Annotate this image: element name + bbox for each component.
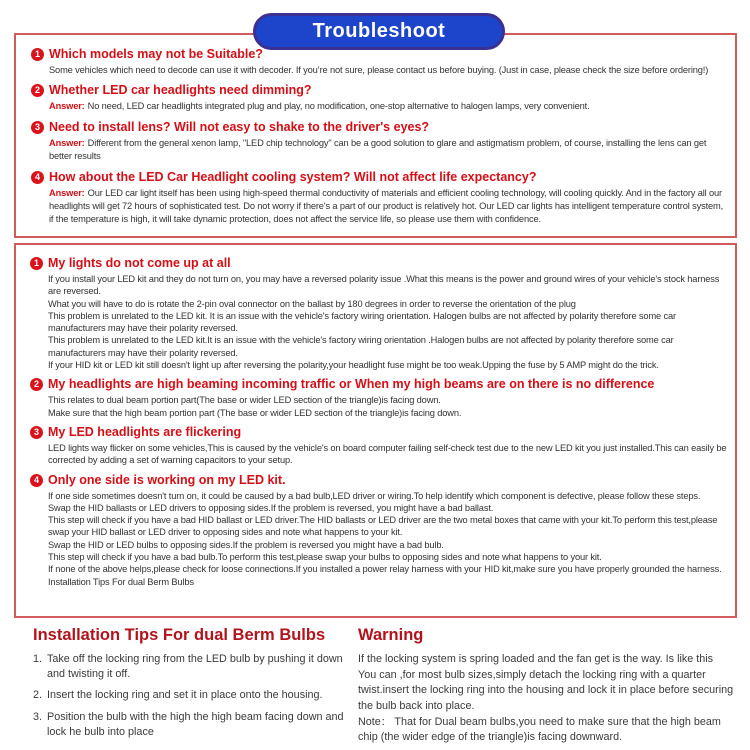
step-text: Insert the locking ring and set it in place onto the housing. bbox=[47, 689, 323, 702]
step-text: Take off the locking ring from the LED bulb by pushing it down and twisting it off. bbox=[47, 653, 343, 680]
faq-item bbox=[31, 47, 727, 77]
install-step bbox=[33, 652, 355, 681]
issue-item bbox=[30, 425, 727, 467]
answer-body: Our LED car light itself has been using high-speed thermal conductivity of materials and efficient cooling technology, will cooling quickly. And in the factory all our headlights will get 72 hours of sophisticated test. Do not worry if there's a part of our product is relatively hot. Our LED car lights has intelligent temperature control system, if the temperature is high, it will take dynamic protection, does not affect the service life, so please use them with confidence. bbox=[49, 187, 724, 225]
issue-line: Swap the HID ballasts or LED drivers to opposing sides.If the problem is reversed, you might have a bad ballast. bbox=[48, 502, 494, 513]
item-number-badge: 4 bbox=[31, 171, 44, 184]
item-number-badge: 1 bbox=[30, 257, 43, 270]
warning-paragraph: Note： That for Dual beam bulbs,you need to make sure that the high beam chip (the wider edge of the triangle)is facing downward. bbox=[358, 715, 721, 744]
issues-box bbox=[14, 243, 737, 618]
issue-line: If your HID kit or LED kit still doesn't light up after reversing the polarity,your headlight fuse might be too weak.Upping the fuse by 5 AMP might do the trick. bbox=[48, 360, 659, 371]
issue-item bbox=[30, 256, 727, 371]
item-number-badge: 2 bbox=[31, 84, 44, 97]
install-step bbox=[33, 710, 355, 739]
question-heading: Whether LED car headlights need dimming? bbox=[49, 83, 312, 98]
faq-box bbox=[14, 33, 737, 238]
issue-item bbox=[30, 473, 727, 588]
issue-line: If none of the above helps,please check for loose connections.If you installed a power relay harness with your HID kit,make sure you have properly grounded the harness. bbox=[48, 564, 722, 575]
answer-text bbox=[49, 64, 727, 77]
faq-item bbox=[31, 170, 727, 227]
issue-line: Swap the HID or LED bulbs to opposing sides.If the problem is reversed you might have a bad bulb. bbox=[48, 539, 444, 550]
item-number-badge: 1 bbox=[31, 48, 44, 61]
issue-line: Make sure that the high beam portion part (The base or wider LED section of the triangle)is facing down. bbox=[48, 407, 462, 418]
question-heading: Need to install lens? Will not easy to shake to the driver's eyes? bbox=[49, 119, 430, 134]
answer-body: No need, LED car headlights integrated plug and play, no modification, one-stop alternative to halogen lamps, very convenient. bbox=[87, 101, 590, 112]
issue-description bbox=[48, 490, 727, 588]
faq-item bbox=[31, 120, 727, 164]
item-number-badge: 2 bbox=[30, 378, 43, 391]
faq-item bbox=[31, 83, 727, 113]
item-number-badge: 3 bbox=[30, 426, 43, 439]
issue-line: If one side sometimes doesn't turn on, it could be caused by a bad bulb,LED driver or wiring.To help identify which component is defective, please follow these steps. bbox=[48, 490, 701, 501]
issue-line: If you install your LED kit and they do not turn on, you may have a reversed polarity issue .What this means is the power and ground wires of your vehicle's stock harness are reversed. bbox=[48, 274, 720, 297]
warning-section bbox=[358, 626, 734, 746]
issue-line: This step will check if you have a bad HID ballast or LED driver.The HID ballasts or LED driver are the two metal boxes that came with your kit.To perform this test,please swap your HID ballast or LED driver to opposing sides and note what happens to your kit. bbox=[48, 515, 718, 538]
answer-text bbox=[49, 100, 727, 113]
step-number: 3. bbox=[33, 710, 43, 723]
issue-heading: My LED headlights are flickering bbox=[48, 424, 242, 439]
step-number: 2. bbox=[33, 689, 43, 702]
issue-description bbox=[48, 394, 727, 419]
issue-line: This step will check if you have a bad bulb.To perform this test,please swap your bulbs to opposing sides and note what happens to your kit. bbox=[48, 552, 602, 563]
issue-heading: Only one side is working on my LED kit. bbox=[48, 472, 286, 487]
step-text: Position the bulb with the high the high beam facing down and lock he bulb into place bbox=[47, 710, 344, 738]
answer-body: Different from the general xenon lamp, "LED chip technology" can be a good solution to glare and astigmatism problem, of course, installing the lens can get better results bbox=[49, 137, 707, 162]
troubleshoot-banner bbox=[253, 13, 505, 50]
step-number: 1. bbox=[33, 653, 43, 666]
page-title: Troubleshoot bbox=[312, 20, 446, 42]
answer-label: Answer: bbox=[49, 187, 85, 198]
issue-heading: My lights do not come up at all bbox=[48, 256, 231, 270]
issue-line: What you will have to do is rotate the 2-pin oval connector on the ballast by 180 degrees in order to reverse the orientation of the plug bbox=[48, 298, 576, 309]
warning-paragraph: If the locking system is spring loaded and the fan get is the way. Is like this bbox=[358, 653, 714, 666]
issue-line: Installation Tips For dual Berm Bulbs bbox=[48, 576, 194, 587]
issue-line: This problem is unrelated to the LED kit. It is an issue with the vehicle's factory wiring orientation. Halogen bulbs are not affected by polarity therefore some car manufacturers may have their polarity reversed. bbox=[48, 310, 676, 334]
issue-item bbox=[30, 377, 727, 419]
issue-line: This relates to dual beam portion part(The base or wider LED section of the triangle)is facing down. bbox=[48, 395, 441, 406]
issue-line: LED lights way flicker on some vehicles,This is caused by the vehicle's on board computer failing self-check test due to the new LED kit you just installed.This can easily be corrected by adding a set of warning capacitors to your setup. bbox=[48, 442, 727, 466]
question-heading: How about the LED Car Headlight cooling system? Will not affect life expectancy? bbox=[49, 169, 537, 184]
issue-description bbox=[48, 273, 727, 371]
answer-text bbox=[49, 187, 727, 227]
issue-heading: My headlights are high beaming incoming traffic or When my high beams are on there is no difference bbox=[48, 377, 655, 392]
install-step bbox=[33, 688, 355, 703]
item-number-badge: 4 bbox=[30, 474, 43, 487]
issue-line: This problem is unrelated to the LED kit.It is an issue with the vehicle's factory wiring orientation .Halogen bulbs are not affected by polarity therefore some car manufacturers may have their polarity reversed. bbox=[48, 335, 674, 358]
question-heading: Which models may not be Suitable? bbox=[49, 47, 263, 61]
answer-text bbox=[49, 137, 727, 164]
answer-body: Some vehicles which need to decode can use it with decoder. If you’re not sure, please contact us before buying. (Just in case, please check the size before ordering!) bbox=[49, 65, 709, 75]
installation-tips-section bbox=[33, 626, 355, 746]
installation-tips-heading: Installation Tips For dual Berm Bulbs bbox=[33, 626, 326, 644]
answer-label: Answer: bbox=[49, 101, 85, 112]
issue-description bbox=[48, 442, 727, 467]
warning-paragraph: You can ,for most bulb sizes,simply detach the locking ring with a quarter twist.insert the locking ring into the housing and lock it in place before securing the bulb back into place. bbox=[358, 668, 734, 712]
warning-heading: Warning bbox=[358, 626, 424, 644]
item-number-badge: 3 bbox=[31, 121, 44, 134]
answer-label: Answer: bbox=[49, 137, 85, 148]
